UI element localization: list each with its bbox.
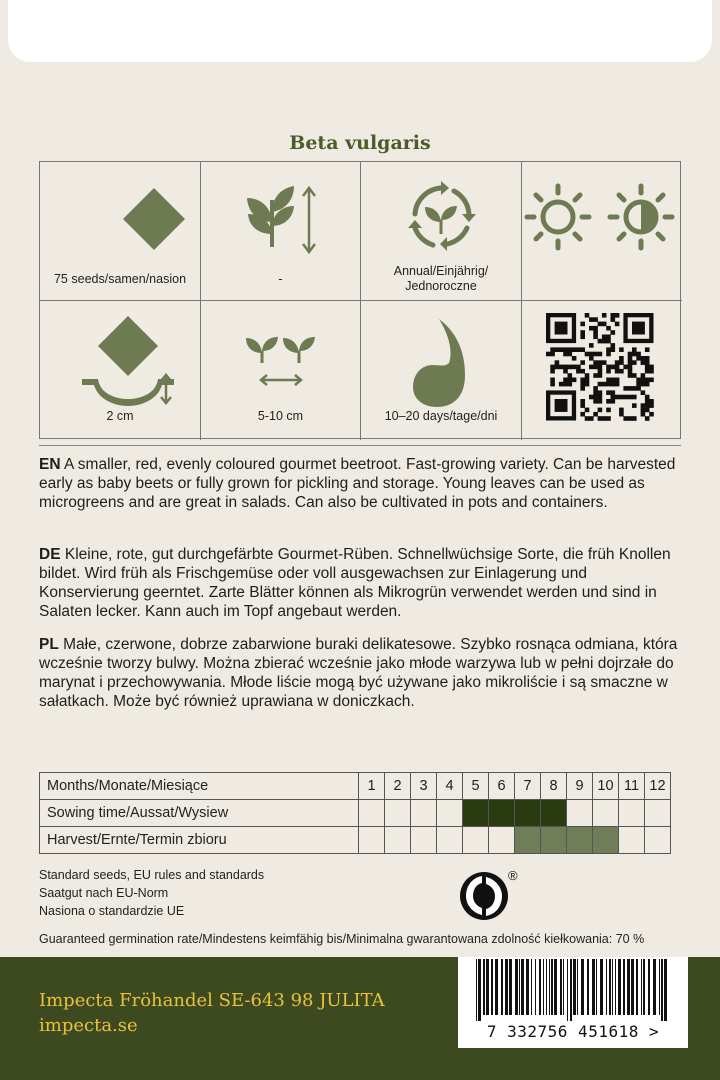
company-block <box>39 988 385 1038</box>
harvest-label: Harvest/Ernte/Termin zbioru <box>40 827 359 854</box>
harvest-month-cell <box>411 827 437 854</box>
month-6: 6 <box>489 773 515 800</box>
cell-spacing <box>201 301 361 440</box>
registered-mark: ® <box>508 868 518 883</box>
standard-pl: Nasiona o standardzie UE <box>39 904 185 918</box>
sowing-month-cell <box>593 800 619 827</box>
month-10: 10 <box>593 773 619 800</box>
sowing-month-cell <box>541 800 567 827</box>
sun-half-shade-icon <box>522 162 682 301</box>
harvest-month-cell <box>489 827 515 854</box>
cell-seeds <box>40 162 201 301</box>
harvest-month-cell <box>463 827 489 854</box>
month-3: 3 <box>411 773 437 800</box>
species-title: Beta vulgaris <box>289 132 431 154</box>
standard-en: Standard seeds, EU rules and standards <box>39 868 265 882</box>
harvest-month-cell <box>593 827 619 854</box>
harvest-month-cell <box>645 827 671 854</box>
standards-block <box>39 866 264 920</box>
spacing-caption: 5-10 cm <box>257 409 304 423</box>
company-address: Impecta Fröhandel SE-643 98 JULITA <box>39 990 385 1011</box>
calendar-header-label: Months/Monate/Miesiące <box>40 773 359 800</box>
month-12: 12 <box>645 773 671 800</box>
green-dot-recycle-icon <box>456 868 522 924</box>
icon-grid <box>39 161 681 439</box>
company-website[interactable]: impecta.se <box>39 1015 138 1036</box>
sowing-month-cell <box>359 800 385 827</box>
lang-code-de: DE <box>39 546 61 563</box>
standard-de: Saatgut nach EU-Norm <box>39 886 169 900</box>
sowing-month-cell <box>411 800 437 827</box>
month-8: 8 <box>541 773 567 800</box>
cell-qr[interactable] <box>522 301 682 440</box>
sowing-month-cell <box>385 800 411 827</box>
germination-caption: 10–20 days/tage/dni <box>384 409 498 423</box>
month-2: 2 <box>385 773 411 800</box>
sowing-month-cell <box>645 800 671 827</box>
description-de-text: Kleine, rote, gut durchgefärbte Gourmet-Rüben. Schnellwüchsige Sorte, die früh Knollen bildet. Wird früh als Frischgemüse oder voll ausgewachsen zur Einlagerung und Konservierung geerntet. Zarte Blätter können als Mikrogrün verwendet werden und sind in Salaten lecker. Kann auch im Topf angebaut werden. <box>39 546 671 620</box>
description-de <box>39 545 689 621</box>
harvest-month-cell <box>515 827 541 854</box>
sowing-calendar <box>39 772 671 854</box>
seed-count-caption: 75 seeds/samen/nasion <box>53 272 187 286</box>
divider-top <box>39 445 681 446</box>
sowing-month-cell <box>463 800 489 827</box>
plant-height-caption: - <box>278 272 283 286</box>
description-pl <box>39 635 689 711</box>
month-7: 7 <box>515 773 541 800</box>
sowing-month-cell <box>619 800 645 827</box>
barcode <box>458 957 688 1048</box>
barcode-bars <box>476 959 670 1021</box>
calendar-sowing-row <box>40 800 671 827</box>
lang-code-en: EN <box>39 456 61 473</box>
cell-depth <box>40 301 201 440</box>
hanger-cutout <box>8 0 712 62</box>
germination-rate: Guaranteed germination rate/Mindestens keimfähig bis/Minimalna gwarantowana zdolność kiełkowania: 70 % <box>39 932 645 946</box>
cell-lifecycle <box>361 162 522 301</box>
sowing-month-cell <box>489 800 515 827</box>
cell-height <box>201 162 361 301</box>
month-11: 11 <box>619 773 645 800</box>
description-en-text: A smaller, red, evenly coloured gourmet beetroot. Fast-growing variety. Can be harvested early as baby beets or fully grown for pickling and storage. Young leaves can be used as microgreens and are great in salads. Can also be cultivated in pots and containers. <box>39 456 676 511</box>
cell-germination <box>361 301 522 440</box>
sowing-month-cell <box>515 800 541 827</box>
sowing-month-cell <box>567 800 593 827</box>
harvest-month-cell <box>619 827 645 854</box>
harvest-month-cell <box>567 827 593 854</box>
lang-code-pl: PL <box>39 636 59 653</box>
month-5: 5 <box>463 773 489 800</box>
barcode-number: 7 332756 451618 > <box>486 1022 660 1041</box>
calendar-harvest-row <box>40 827 671 854</box>
month-9: 9 <box>567 773 593 800</box>
harvest-month-cell <box>385 827 411 854</box>
sowing-label: Sowing time/Aussat/Wysiew <box>40 800 359 827</box>
sowing-depth-caption: 2 cm <box>106 409 134 423</box>
description-en <box>39 455 689 512</box>
description-pl-text: Małe, czerwone, dobrze zabarwione buraki delikatesowe. Szybko rosnąca odmiana, która wcześnie tworzy bulwy. Można zbierać wcześnie jako młode warzywa lub w pełni dojrzałe do marynat i przechowywania. Młode liście mogą być używane jako mikroliście i są smaczne w sałatkach. Może być również uprawiana w doniczkach. <box>39 636 678 710</box>
qr-code-icon[interactable] <box>522 301 682 440</box>
month-4: 4 <box>437 773 463 800</box>
harvest-month-cell <box>359 827 385 854</box>
harvest-month-cell <box>437 827 463 854</box>
month-1: 1 <box>359 773 385 800</box>
cell-light <box>522 162 682 301</box>
calendar-header-row <box>40 773 671 800</box>
sowing-month-cell <box>437 800 463 827</box>
harvest-month-cell <box>541 827 567 854</box>
lifecycle-caption: Annual/Einjährig/ Jednoroczne <box>393 264 489 293</box>
